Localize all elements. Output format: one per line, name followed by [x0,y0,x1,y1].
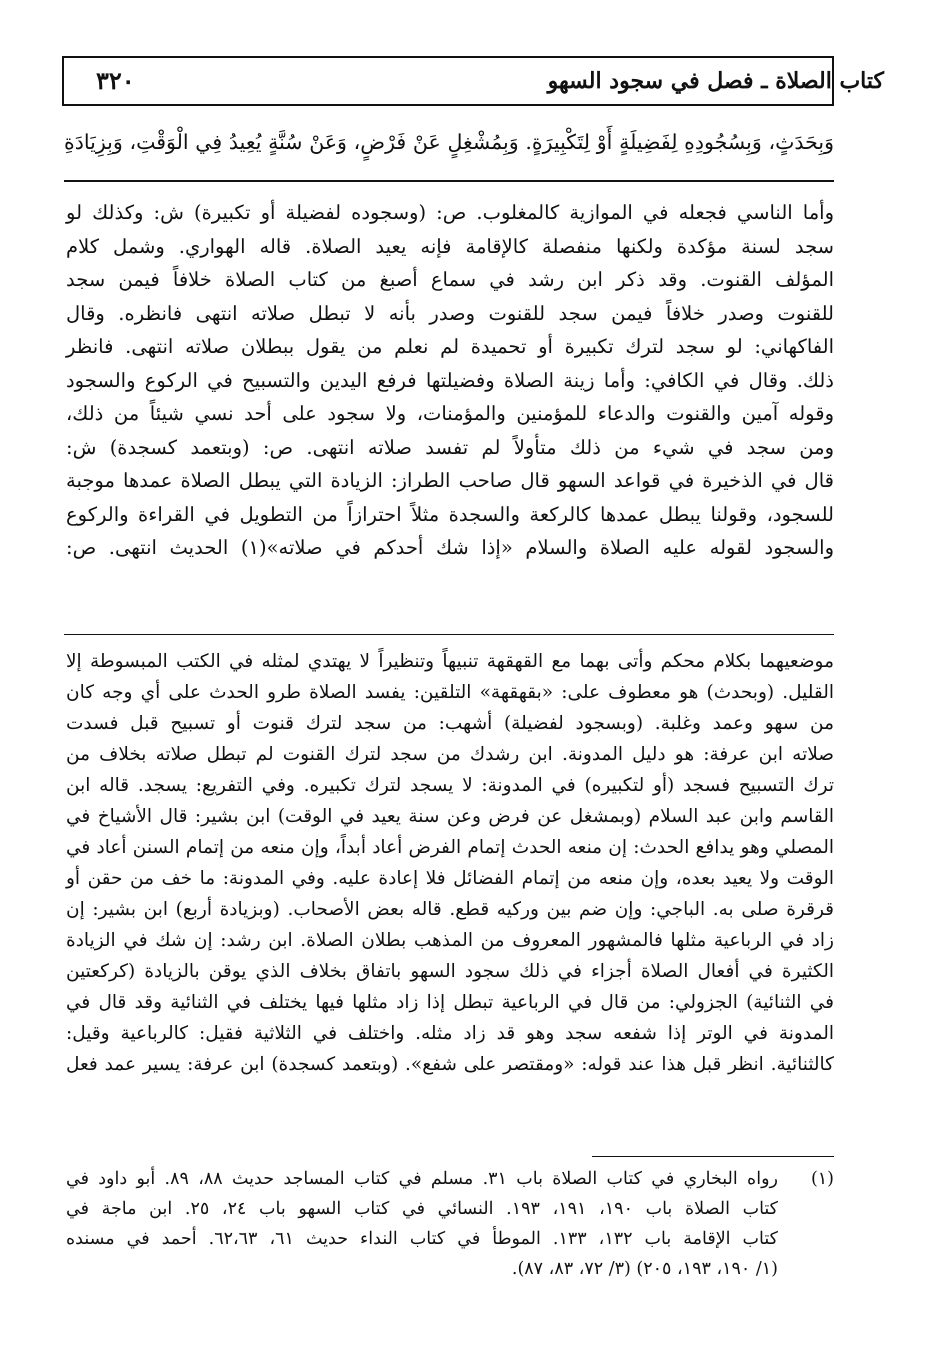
commentary-line: كالثنائية. انظر قبل هذا عند قوله: «ومقتصر على شفع». (وبتعمد كسجدة) ابن عرفة: يسير عمد فعل [66,1054,834,1075]
commentary-line: ترك التسبيح فسجد (أو لتكبيره) في المدونة: لا يسجد لترك تكبيره. وفي التفريع: يسجد. قاله ابن [66,775,834,796]
running-title: كتاب الصلاة ـ فصل في سجود السهو [547,68,884,94]
page-number: ٣٢٠ [96,66,135,95]
commentary-line: الكثيرة في أفعال الصلاة أجزاء في ذلك سجود السهو باتفاق بخلاف الذي يوقن بالزيادة (كركعتين [66,961,834,982]
commentary-line: صلاته ابن عرفة: هو دليل المدونة. ابن رشدك من سجد لترك القنوت لم تبطل صلاته بخلاف من [66,744,834,765]
commentary-line: موضعيهما بكلام محكم وأتى بهما مع القهقهة تنبيهاً وتنظيراً لا يهتدي لمثله في الكتب المبسوطة إلا [66,651,834,672]
commentary-line: للقنوت وصدر خلافاً فيمن سجد للقنوت وصدر بأنه لا تبطل صلاته انتهى فانظره. وقال [66,301,834,325]
commentary-line: القاسم وابن عبد السلام (وبمشغل عن فرض وعن سنة يعيد في الوقت) ابن بشير: قال الأشياخ في [66,806,834,827]
footnote-line: رواه البخاري في كتاب الصلاة باب ٣١. مسلم في كتاب المساجد حديث ٨٨، ٨٩. أبو داود في [66,1169,778,1189]
commentary-line: الوقت ولا يعيد بعده، وإن منعه من إتمام الفضائل فلا إعادة عليه. وفي المدونة: ما خف من حقن أو [66,868,834,889]
commentary-line: وأما الناسي فجعله في الموازية كالمغلوب. ص: (وسجوده لفضيلة أو تكبيرة) ش: وكذلك لو [66,201,834,224]
commentary-upper [66,196,834,565]
commentary-line: للسجود، وقولنا يبطل عمدها كالركعة والسجدة مثلاً احترازاً من التطويل في القراءة والركوع [66,502,834,526]
commentary-line: من سهو وعمد وغلبة. (وبسجود لفضيلة) أشهب: من سجد لترك قنوت أو تسبيح قبل فسدت [66,713,834,734]
commentary-line: المصلي وهو يدافع الحدث: إن منعه الحدث إتمام الفرض أعاد أبداً، وإن منعه من إتمام السنن أعاد في [66,837,834,858]
footnote-rule [592,1156,834,1157]
commentary-line: القليل. (وبحدث) هو معطوف على: «بقهقهة» التلقين: يفسد الصلاة طرو الحدث على أي وجه كان [66,682,834,703]
footnote-line: كتاب الإقامة باب ١٣٢، ١٣٣. الموطأ في كتاب النداء حديث ٦١، ٦٢،٦٣. أحمد في مسنده [66,1229,778,1249]
commentary-line: والسجود لقوله عليه الصلاة والسلام «إذا شك أحدكم في صلاته»(١) الحديث انتهى. ص: [66,536,835,559]
commentary-line: ومن سجد في شيء من ذلك متأولاً لم تفسد صلاته انتهى. ص: (وبتعمد كسجدة) ش: [66,435,834,459]
commentary-line: في الثنائية) الجزولي: من قال في الرباعية تبطل إذا زاد مثلها فيها يختلف في الثنائية وقد قال في [66,992,834,1013]
divider-rule [64,634,834,635]
footnote-line: كتاب الصلاة باب ١٩٠، ١٩١، ١٩٣. النسائي في كتاب السهو باب ٢٤، ٢٥. ابن ماجة في [66,1199,779,1219]
commentary-line: الفاكهاني: لو سجد لترك تكبيرة أو تحميدة لم نعلم من يقول ببطلان صلاته انتهى. فانظر [66,335,834,358]
commentary-line: سجد لسنة مؤكدة ولكنها منفصلة كالإقامة فإنه يعيد الصلاة. قاله الهواري. وشمل كلام [66,234,834,258]
commentary-line: قرقرة صلى به. الباجي: وإن ضم بين وركيه قطع. قاله بعض الأصحاب. (وبزيادة أربع) ابن بشير: إن [66,899,834,920]
footnote-number: (١) [810,1169,834,1189]
footnote-line: (١/ ١٩٠، ١٩٣، ٢٠٥) (٣/ ٧٢، ٨٣، ٨٧). [511,1259,778,1279]
commentary-line: وقوله آمين والقنوت والدعاء للمؤمنين والمؤمنات، ولا سجود على أحد نسي شيئاً من ذلك، [66,402,834,425]
commentary-line: المؤلف القنوت. وقد ذكر ابن رشد في سماع أصبغ من كتاب الصلاة خلافاً فيمن سجد [66,268,834,291]
commentary-lower [66,646,834,1080]
main-text-verse: وَبِحَدَثٍ، وَبِسُجُودِهِ لِفَضِيلَةٍ أَوْ لِتَكْبِيرَةٍ. وَبِمُشْغِلٍ عَنْ فَرْضٍ، وَعَنْ سُنَّةٍ يُعِيدُ فِي الْوَقْتِ، وَبِزِيَادَةِ [64,130,834,154]
divider-rule [64,180,834,182]
commentary-line: زاد في الرباعية مثلها فالمشهور المعروف من المذهب بطلان الصلاة. ابن رشد: إن شك في الزيادة [66,930,834,951]
commentary-line: ذلك. وقال في الكافي: وأما زينة الصلاة وفضيلتها فرفع اليدين والتسبيح في الركوع والسجود [66,368,834,392]
footnote [66,1164,834,1284]
commentary-line: قال في الذخيرة في قواعد السهو قال صاحب الطراز: الزيادة التي يبطل الصلاة عمدها موجبة [66,469,834,492]
commentary-line: المدونة في الوتر إذا شفعه سجد وهو قد زاد مثله. واختلف في الثلاثية فقيل: كالرباعية وقيل: [66,1023,834,1044]
